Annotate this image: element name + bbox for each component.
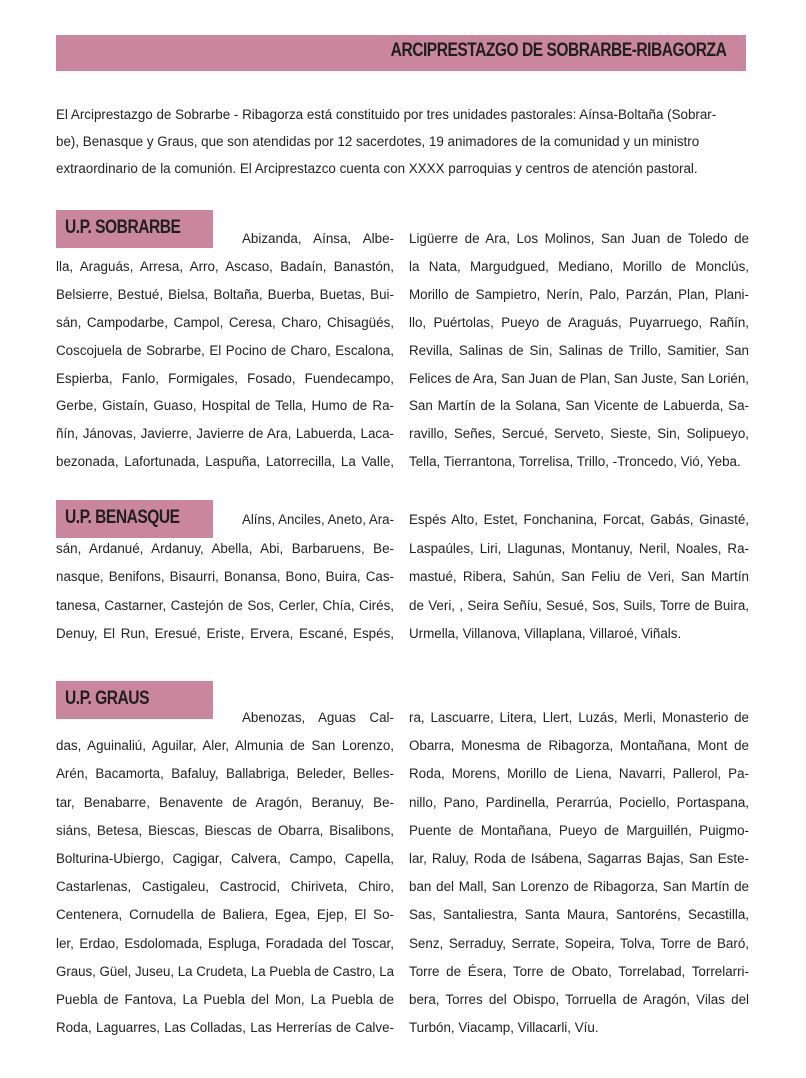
text-line: Urmella, Villanova, Villaplana, Villaroé, Viñals. [409, 626, 682, 642]
text-line: Turbón, Viacamp, Villacarli, Víu. [409, 1020, 599, 1036]
text-line: Espés Alto, Estet, Fonchanina, Forcat, Gabás, Ginasté, [409, 512, 749, 527]
text-line: Arén, Bacamorta, Bafaluy, Ballabriga, Beleder, Belles- [56, 766, 394, 782]
text-line: tar, Benabarre, Benavente de Aragón, Beranuy, Be- [56, 794, 394, 810]
text-line: sán, Ardanué, Ardanuy, Abella, Abi, Barbaruens, Be- [56, 540, 394, 556]
text-line: Coscojuela de Sobrarbe, El Pocino de Charo, Escalona, [56, 342, 394, 358]
text-line: ban del Mall, San Lorenzo de Ribagorza, San Martín de [409, 879, 749, 895]
text-line: Tella, Tierrantona, Torrelisa, Trillo, -Troncedo, Vió, Yeba. [409, 454, 741, 470]
intro-line: be), Benasque y Graus, que son atendidas por 12 sacerdotes, 19 animadores de la comunidad y un ministro [56, 134, 700, 149]
text-line: Sas, Santaliestra, Santa Maura, Santoréns, Secastilla, [409, 907, 749, 923]
page-title: ARCIPRESTAZGO DE SOBRARBE-RIBAGORZA [390, 40, 726, 61]
text-line: Obarra, Monesma de Ribagorza, Montañana, Mont de [409, 738, 749, 754]
section-badge [56, 500, 213, 538]
text-line: Roda, Laguarres, Las Colladas, Las Herrerías de Calve- [56, 1020, 394, 1036]
text-line: Abizanda, Aínsa, Albe- [242, 231, 394, 246]
text-line: bezonada, Lafortunada, Laspuña, Latorrecilla, La Valle, [56, 454, 394, 470]
section-title: U.P. GRAUS [65, 688, 149, 709]
text-line: Centenera, Cornudella de Baliera, Egea, Ejep, El So- [56, 907, 394, 923]
section-badge [56, 210, 213, 248]
text-line: Belsierre, Bestué, Bielsa, Boltaña, Buerba, Buetas, Bui- [56, 286, 394, 302]
text-line: Abenozas, Aguas Cal- [242, 710, 394, 725]
text-line: Graus, Güel, Juseu, La Crudeta, La Puebla de Castro, La [56, 963, 394, 979]
text-line: Revilla, Salinas de Sin, Salinas de Trillo, Samitier, San [409, 342, 749, 358]
text-line: de Veri, , Seira Señíu, Sesué, Sos, Suils, Torre de Buira, [409, 597, 749, 613]
text-line: ravillo, Señes, Sercué, Serveto, Sieste, Sin, Solipueyo, [409, 426, 749, 442]
section-title: U.P. SOBRARBE [65, 217, 181, 238]
text-line: bera, Torres del Obispo, Torruella de Aragón, Vilas del [409, 992, 749, 1007]
text-line: la Nata, Margudgued, Mediano, Morillo de Monclús, [409, 258, 749, 274]
section-badge [56, 681, 213, 719]
text-line: Puebla de Fantova, La Puebla del Mon, La Puebla de [56, 992, 394, 1007]
text-line: San Martín de la Solana, San Vicente de Labuerda, Sa- [409, 398, 749, 414]
text-line: sán, Campodarbe, Campol, Ceresa, Charo, Chisagüés, [56, 314, 394, 330]
text-line: Torre de Ésera, Torre de Obato, Torrelabad, Torrelarri- [409, 963, 749, 979]
text-line: ñín, Jánovas, Javierre, Javierre de Ara, Labuerda, Laca- [56, 426, 394, 442]
text-line: nasque, Benifons, Bisaurri, Bonansa, Bono, Buira, Cas- [56, 569, 394, 585]
text-line: Puente de Montañana, Pueyo de Marguillén, Puigmo- [409, 822, 749, 838]
text-line: Roda, Morens, Morillo de Liena, Navarri, Pallerol, Pa- [409, 766, 749, 782]
text-line: nillo, Pano, Pardinella, Perarrúa, Pociello, Portaspana, [409, 794, 749, 810]
text-line: llo, Puértolas, Pueyo de Araguás, Puyarruego, Rañín, [409, 314, 749, 330]
text-line: Gerbe, Gistaín, Guaso, Hospital de Tella, Humo de Ra- [56, 398, 394, 414]
text-line: Ligüerre de Ara, Los Molinos, San Juan de Toledo de [409, 231, 749, 246]
text-line: ra, Lascuarre, Litera, Llert, Luzás, Merli, Monasterio de [409, 710, 749, 725]
intro-line: extraordinario de la comunión. El Arciprestazco cuenta con XXXX parroquias y centros de atención pastoral. [56, 161, 698, 176]
text-line: Alíns, Anciles, Aneto, Ara- [242, 512, 394, 527]
text-line: Bolturina-Ubiergo, Cagigar, Calvera, Campo, Capella, [56, 851, 394, 866]
text-line: tanesa, Castarner, Castejón de Sos, Cerler, Chía, Cirés, [56, 597, 394, 613]
text-line: Felices de Ara, San Juan de Plan, San Juste, San Lorién, [409, 370, 749, 386]
text-line: ler, Erdao, Esdolomada, Espluga, Foradada del Toscar, [56, 935, 394, 951]
text-line: lla, Araguás, Arresa, Arro, Ascaso, Badaín, Banastón, [56, 258, 394, 274]
text-line: lar, Raluy, Roda de Isábena, Sagarras Bajas, San Este- [409, 851, 749, 866]
text-line: siáns, Betesa, Biescas, Biescas de Obarra, Bisalibons, [56, 822, 394, 838]
header-bar [56, 35, 746, 71]
text-line: Castarlenas, Castigaleu, Castrocid, Chiriveta, Chiro, [56, 879, 394, 895]
text-line: mastué, Ribera, Sahún, San Feliu de Veri, San Martín [409, 569, 749, 585]
text-line: Espierba, Fanlo, Formigales, Fosado, Fuendecampo, [56, 370, 394, 386]
section-title: U.P. BENASQUE [65, 507, 180, 528]
text-line: Morillo de Sampietro, Nerín, Palo, Parzán, Plan, Plani- [409, 286, 749, 302]
text-line: Denuy, El Run, Eresué, Eriste, Ervera, Escané, Espés, [56, 626, 394, 642]
intro-paragraph [56, 101, 752, 182]
text-line: Senz, Serraduy, Serrate, Sopeira, Tolva, Torre de Baró, [409, 935, 749, 951]
text-line: das, Aguinaliú, Aguilar, Aler, Almunia de San Lorenzo, [56, 738, 394, 754]
intro-line: El Arciprestazgo de Sobrarbe - Ribagorza está constituido por tres unidades pastorales: Aínsa-Boltaña (Sobrar- [56, 107, 717, 122]
text-line: Laspaúles, Liri, Llagunas, Montanuy, Neril, Noales, Ra- [409, 540, 749, 556]
